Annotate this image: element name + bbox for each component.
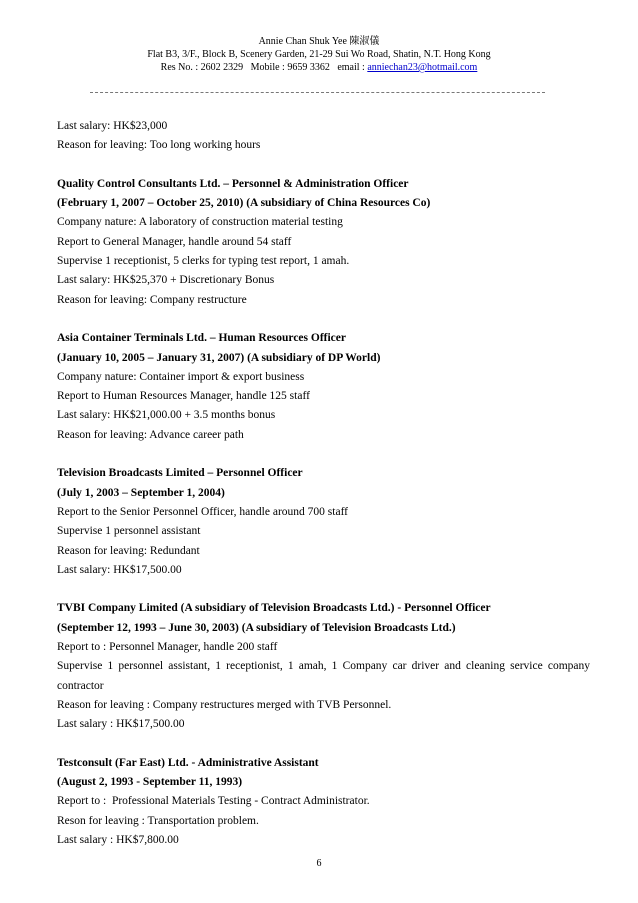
job-detail: Last salary: HK$21,000.00 + 3.5 months bonus	[57, 409, 276, 422]
job-title: Quality Control Consultants Ltd. – Personnel & Administration Officer	[57, 177, 409, 190]
job-period: (February 1, 2007 – October 25, 2010) (A subsidiary of China Resources Co)	[57, 197, 431, 210]
job-detail: Supervise 1 receptionist, 5 clerks for typing test report, 1 amah.	[57, 255, 350, 268]
job-detail: Report to Human Resources Manager, handle 125 staff	[57, 390, 310, 403]
job-period: (August 2, 1993 - September 11, 1993)	[57, 776, 243, 789]
contact-numbers: Res No. : 2602 2329 Mobile : 9659 3362 email :	[160, 62, 368, 73]
job-detail: Reson for leaving : Transportation problem.	[57, 814, 259, 827]
job-period: (September 12, 1993 – June 30, 2003) (A subsidiary of Television Broadcasts Ltd.)	[57, 621, 456, 634]
job-detail: Company nature: Container import & export business	[57, 370, 305, 383]
job-detail: Last salary: HK$17,500.00	[57, 563, 182, 576]
job-detail: Supervise 1 personnel assistant, 1 receptionist, 1 amah, 1 Company car driver and cleaning service company	[57, 660, 590, 673]
intro-reason: Reason for leaving: Too long working hours	[57, 139, 261, 152]
job-detail: Reason for leaving : Company restructures merged with TVB Personnel.	[57, 698, 392, 711]
applicant-name: Annie Chan Shuk Yee 陳淑儀	[258, 36, 380, 47]
job-detail: Report to : Professional Materials Testing - Contract Administrator.	[57, 795, 370, 808]
job-entry-qcc	[57, 175, 590, 310]
job-detail: Reason for leaving: Redundant	[57, 544, 200, 557]
job-detail: Last salary : HK$17,500.00	[57, 718, 185, 731]
job-detail: Reason for leaving: Company restructure	[57, 293, 247, 306]
job-period: (July 1, 2003 – September 1, 2004)	[57, 486, 225, 499]
employment-history	[57, 117, 590, 850]
job-entry-tvbi	[57, 599, 590, 734]
job-detail: Report to General Manager, handle around 54 staff	[57, 235, 292, 248]
page-number: 6	[316, 858, 322, 869]
job-detail: contractor	[57, 679, 104, 692]
job-title: Testconsult (Far East) Ltd. - Administrative Assistant	[57, 756, 319, 769]
job-detail: Company nature: A laboratory of construction material testing	[57, 216, 343, 229]
letterhead	[0, 35, 638, 74]
job-period: (January 10, 2005 – January 31, 2007) (A subsidiary of DP World)	[57, 351, 381, 364]
job-detail: Report to : Personnel Manager, handle 200 staff	[57, 641, 278, 654]
job-detail: Reason for leaving: Advance career path	[57, 428, 244, 441]
contact-line	[0, 61, 638, 74]
job-detail: Last salary: HK$25,370 + Discretionary Bonus	[57, 274, 275, 287]
job-title: Television Broadcasts Limited – Personnel Officer	[57, 467, 303, 480]
job-entry-tvb	[57, 464, 590, 580]
job-entry-testconsult	[57, 754, 590, 850]
job-detail: Supervise 1 personnel assistant	[57, 525, 201, 538]
job-detail: Report to the Senior Personnel Officer, handle around 700 staff	[57, 505, 349, 518]
applicant-address: Flat B3, 3/F., Block B, Scenery Garden, 21-29 Sui Wo Road, Shatin, N.T. Hong Kong	[147, 49, 491, 60]
job-entry-act	[57, 329, 590, 445]
email-link[interactable]: anniechan23@hotmail.com	[367, 62, 478, 73]
header-divider	[90, 92, 545, 93]
job-detail: Last salary : HK$7,800.00	[57, 833, 179, 846]
job-title: Asia Container Terminals Ltd. – Human Resources Officer	[57, 332, 346, 345]
job-title: TVBI Company Limited (A subsidiary of Television Broadcasts Ltd.) - Personnel Officer	[57, 602, 491, 615]
intro-salary: Last salary: HK$23,000	[57, 120, 168, 132]
